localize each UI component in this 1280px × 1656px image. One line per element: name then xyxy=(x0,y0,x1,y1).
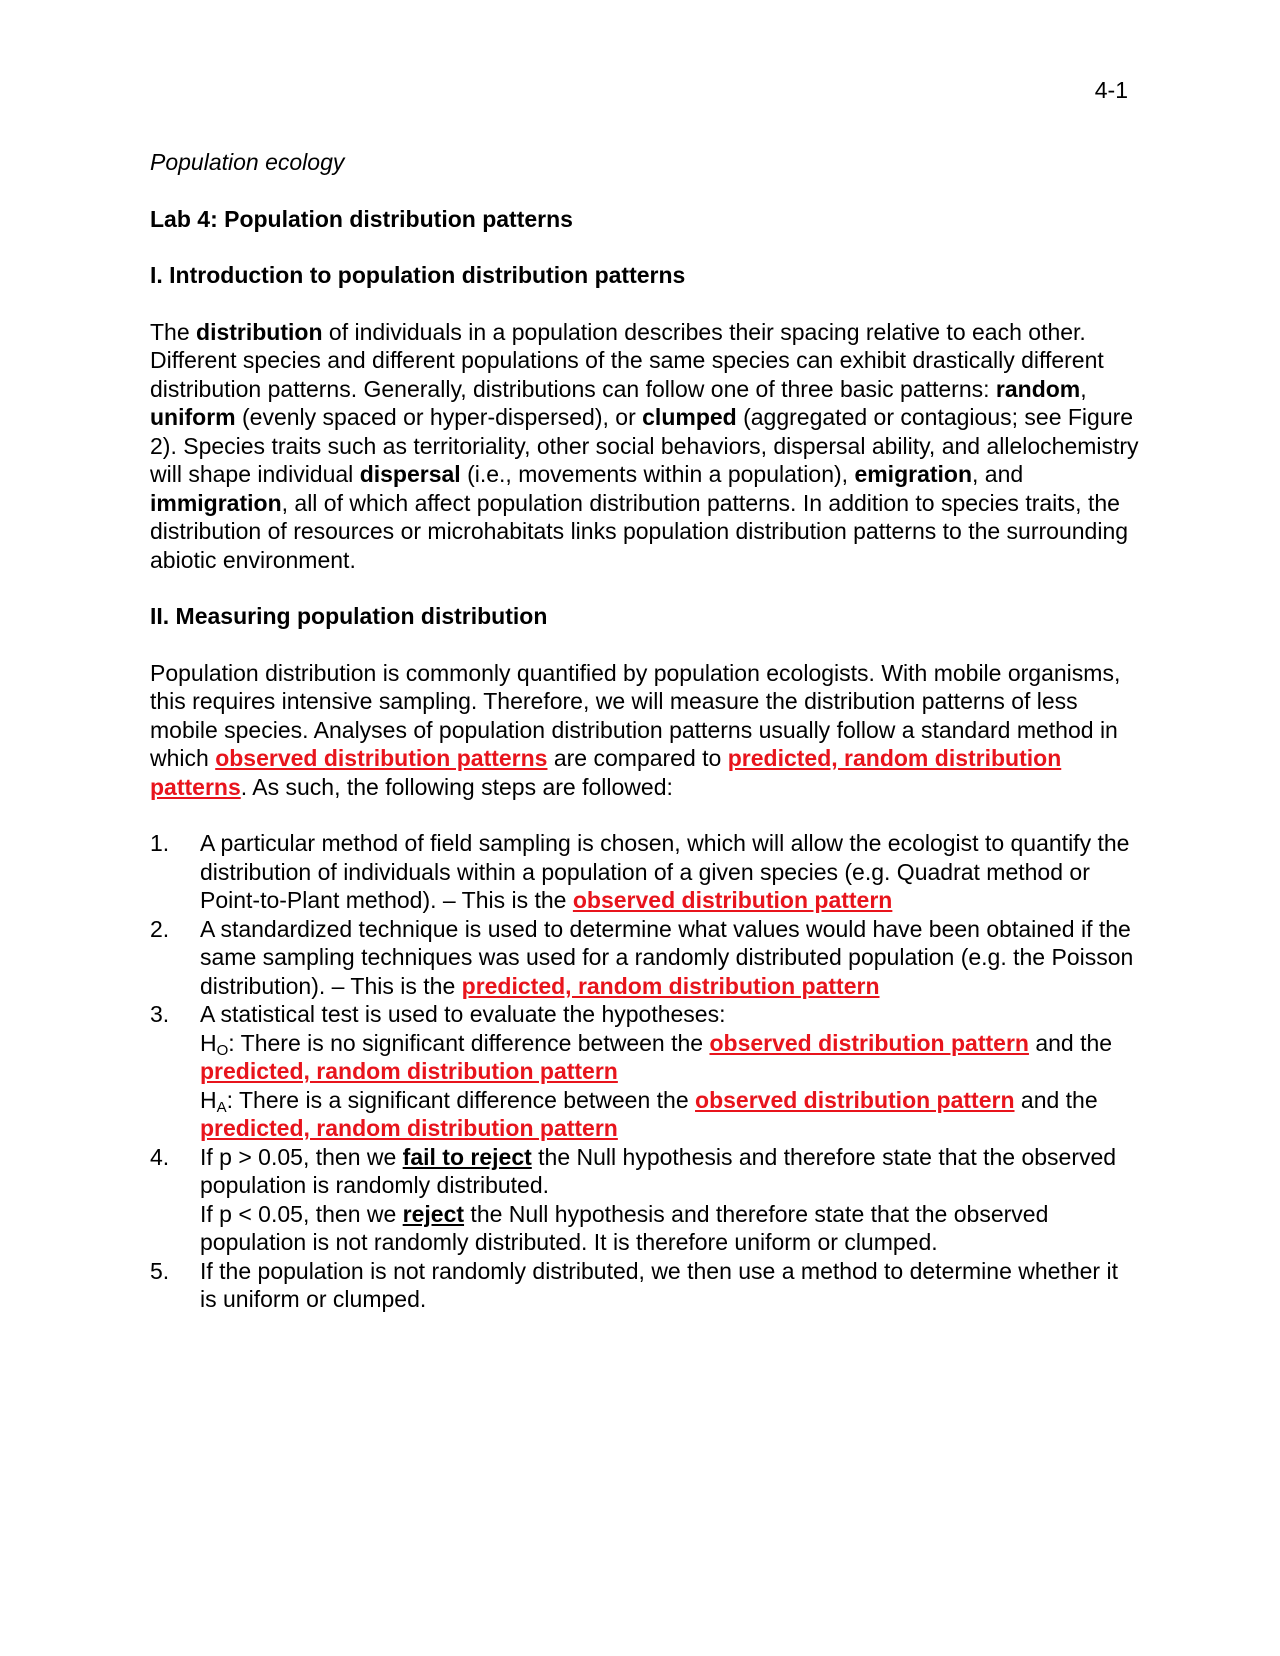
section-1-heading: I. Introduction to population distribution patterns xyxy=(150,262,686,288)
document-subject: Population ecology xyxy=(150,149,345,175)
term-distribution: distribution xyxy=(196,318,323,345)
text-run: , xyxy=(1080,375,1087,402)
step-item xyxy=(150,1143,1140,1257)
hypothesis-text: : There is a significant difference between the xyxy=(226,1086,696,1113)
document-body xyxy=(150,148,1140,1314)
step-number: 4. xyxy=(150,1143,170,1170)
text-run: the Null hypothesis and therefore state that the observed population is not randomly distributed. It is therefore uniform or clumped. xyxy=(200,1200,1049,1255)
term-dispersal: dispersal xyxy=(359,461,461,487)
text-run: the Null hypothesis and therefore state that the observed population is randomly distributed. xyxy=(200,1143,1117,1198)
step-number: 5. xyxy=(150,1257,170,1284)
document-title: Lab 4: Population distribution patterns xyxy=(150,205,573,232)
highlight-predicted: predicted, random distribution pattern xyxy=(461,972,880,999)
term-clumped: clumped xyxy=(642,404,737,430)
section-2-paragraph xyxy=(150,659,1140,802)
step-item xyxy=(150,1257,1140,1314)
step-text: A standardized technique is used to determine what values would have been obtained if the same sampling techniques was used for a randomly distributed population (e.g. the Poisson distribution). – This is the xyxy=(200,915,1134,999)
term-reject: reject xyxy=(402,1200,465,1227)
highlight-predicted: predicted, random distribution pattern xyxy=(200,1058,618,1084)
decision-rule-reject xyxy=(200,1200,1140,1257)
term-fail-to-reject: fail to reject xyxy=(402,1143,532,1170)
step-number: 1. xyxy=(150,830,170,856)
text-run: , all of which affect population distribution patterns. In addition to species traits, the distribution of resources or microhabitats links population distribution patterns to the surrounding abiotic environment. xyxy=(150,489,1129,573)
decision-rule-fail-to-reject xyxy=(200,1143,1140,1200)
text-run: If p > 0.05, then we xyxy=(200,1143,403,1170)
term-emigration: emigration xyxy=(854,461,973,487)
text-run: The xyxy=(150,318,197,345)
hypothesis-text: : There is no significant difference between the xyxy=(228,1029,710,1056)
step-number: 3. xyxy=(150,1001,170,1027)
highlight-predicted: predicted, random distribution pattern xyxy=(200,1115,618,1141)
null-hypothesis xyxy=(200,1029,1140,1086)
step-item xyxy=(150,1000,1140,1143)
text-run: and the xyxy=(1028,1029,1113,1056)
step-text: A statistical test is used to evaluate the hypotheses: xyxy=(200,1001,726,1027)
step-text: A particular method of field sampling is chosen, which will allow the ecologist to quantify the distribution of individuals within a population of a given species (e.g. Quadrat method or Point-to-Plant method). – This is the xyxy=(200,830,1130,913)
hypothesis-subscript: A xyxy=(216,1098,227,1116)
hypothesis-symbol: H xyxy=(200,1086,217,1113)
hypothesis-subscript: O xyxy=(216,1041,229,1059)
step-item xyxy=(150,915,1140,1001)
step-item xyxy=(150,829,1140,915)
step-text: If the population is not randomly distributed, we then use a method to determine whether it is uniform or clumped. xyxy=(200,1257,1118,1312)
steps-list xyxy=(150,829,1140,1314)
term-random: random xyxy=(995,375,1081,402)
text-run: (aggregated or contagious; see Figure 2). Species traits such as territoriality, other social behaviors, dispersal ability, and allelochemistry will shape individual xyxy=(150,404,1139,487)
section-1-paragraph xyxy=(150,318,1140,575)
term-uniform: uniform xyxy=(150,404,236,430)
term-immigration: immigration xyxy=(150,489,282,516)
step-number: 2. xyxy=(150,915,170,942)
highlight-observed: observed distribution patterns xyxy=(215,745,548,771)
text-run: . As such, the following steps are followed: xyxy=(240,773,673,800)
text-run: Population distribution is commonly quantified by population ecologists. With mobile organisms, this requires intensive sampling. Therefore, we will measure the distribution patterns of less mobile species. Analyses of population distribution patterns usually follow a standard method in which xyxy=(150,659,1121,771)
text-run: If p < 0.05, then we xyxy=(200,1200,403,1227)
highlight-observed: observed distribution pattern xyxy=(572,887,893,913)
text-run: are compared to xyxy=(547,745,728,771)
highlight-observed: observed distribution pattern xyxy=(695,1086,1015,1113)
page-number: 4-1 xyxy=(1094,77,1128,103)
section-2-heading: II. Measuring population distribution xyxy=(150,603,548,629)
highlight-predicted: predicted, random distribution patterns xyxy=(150,745,1062,800)
text-run: of individuals in a population describes their spacing relative to each other. Different species and different populations of the same species can exhibit drastically different distribution patterns. Generally, distributions can follow one of three basic patterns: xyxy=(150,318,1104,402)
text-run: (evenly spaced or hyper-dispersed), or xyxy=(235,404,643,430)
text-run: , and xyxy=(972,461,1024,487)
highlight-observed: observed distribution pattern xyxy=(709,1029,1029,1056)
hypothesis-symbol: H xyxy=(200,1029,217,1056)
text-run: and the xyxy=(1014,1086,1098,1113)
text-run: (i.e., movements within a population), xyxy=(460,461,855,487)
alternative-hypothesis xyxy=(200,1086,1140,1143)
